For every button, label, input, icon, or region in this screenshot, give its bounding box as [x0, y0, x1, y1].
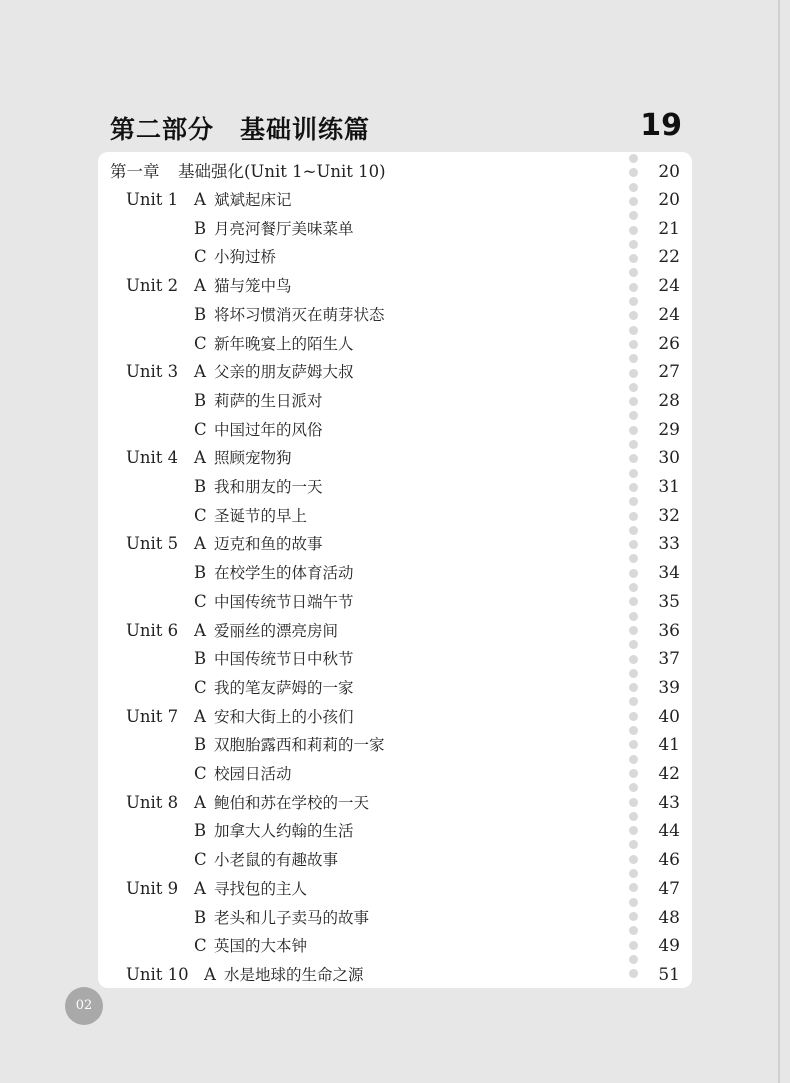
unit-label: Unit 3	[126, 362, 179, 382]
entry-page: 43	[658, 792, 680, 813]
entry-page: 46	[658, 850, 680, 871]
entry-title: 将坏习惯消灭在萌芽状态	[214, 305, 385, 324]
entry-page: 31	[658, 477, 680, 497]
toc-card	[98, 152, 692, 988]
entry-title: 迈克和鱼的故事	[214, 535, 323, 554]
entry-title: 我的笔友萨姆的一家	[214, 678, 354, 697]
unit-label: Unit 9	[126, 878, 179, 898]
section-letter: C	[194, 333, 207, 353]
entry-page: 44	[658, 821, 680, 842]
entry-title: 寻找包的主人	[214, 879, 308, 898]
unit-label: Unit 5	[126, 534, 179, 554]
section-letter: B	[194, 477, 207, 496]
entry-title: 爱丽丝的漂亮房间	[214, 621, 339, 640]
entry-title: 父亲的朋友萨姆大叔	[214, 363, 354, 382]
entry-page: 34	[658, 563, 680, 584]
toc-entry[interactable]	[98, 731, 692, 759]
toc-entry[interactable]	[98, 186, 692, 214]
toc-entry[interactable]	[98, 330, 692, 358]
entry-page: 27	[658, 362, 680, 383]
section-letter: A	[204, 964, 216, 984]
toc-entry[interactable]	[98, 789, 692, 817]
chapter-label: 第一章	[110, 162, 160, 181]
section-letter: A	[194, 792, 206, 812]
part-title: 第二部分 基础训练篇	[110, 115, 371, 144]
toc-entry[interactable]	[98, 243, 692, 271]
toc-entry[interactable]	[98, 904, 692, 932]
entry-title: 斌斌起床记	[214, 191, 292, 209]
part-header	[110, 108, 682, 148]
entry-page: 22	[658, 247, 680, 268]
section-letter: C	[194, 677, 207, 697]
entry-page: 49	[658, 936, 680, 957]
section-letter: B	[194, 821, 207, 841]
toc-entry[interactable]	[98, 588, 692, 616]
unit-label: Unit 8	[126, 792, 179, 812]
section-letter: A	[194, 534, 206, 554]
page-number-badge: 02	[65, 987, 103, 1025]
section-letter: B	[194, 649, 207, 669]
section-letter: A	[194, 620, 206, 640]
entry-title: 英国的大本钟	[214, 937, 308, 956]
entry-page: 35	[658, 591, 680, 612]
entry-page: 32	[658, 505, 680, 526]
section-letter: C	[194, 764, 207, 783]
section-letter: C	[194, 591, 207, 611]
toc-entry[interactable]	[98, 301, 692, 329]
section-letter: B	[194, 563, 207, 583]
section-letter: B	[194, 390, 207, 410]
chapter-page: 20	[658, 162, 680, 182]
entry-title: 水是地球的生命之源	[224, 965, 364, 984]
toc-entry[interactable]	[98, 358, 692, 386]
chapter-row[interactable]	[98, 158, 692, 186]
entry-page: 21	[658, 218, 680, 239]
chapter-title: 基础强化(Unit 1~Unit 10)	[178, 162, 386, 181]
toc-entry[interactable]	[98, 387, 692, 415]
toc-entry[interactable]	[98, 444, 692, 472]
part-page-number: 19	[640, 108, 682, 143]
entry-page: 24	[658, 276, 680, 297]
entry-title: 中国传统节日中秋节	[214, 650, 354, 669]
toc-entry[interactable]	[98, 530, 692, 558]
section-letter: A	[194, 448, 206, 468]
toc-entry[interactable]	[98, 875, 692, 903]
entry-title: 加拿大人约翰的生活	[214, 822, 354, 841]
section-letter: C	[194, 505, 207, 525]
toc-entry[interactable]	[98, 416, 692, 444]
toc-entry[interactable]	[98, 846, 692, 874]
unit-label: Unit 6	[126, 620, 179, 640]
entry-title: 老头和儿子卖马的故事	[214, 908, 370, 927]
entry-page: 42	[658, 764, 680, 784]
unit-label: Unit 10	[126, 964, 189, 984]
entry-page: 28	[658, 390, 680, 411]
toc-entry[interactable]	[98, 674, 692, 702]
section-letter: B	[194, 218, 207, 238]
entry-title: 莉萨的生日派对	[214, 391, 323, 410]
section-letter: A	[194, 706, 206, 726]
entry-title: 双胞胎露西和莉莉的一家	[214, 736, 385, 755]
section-letter: B	[194, 304, 207, 324]
entry-page: 33	[658, 534, 680, 555]
toc-entry[interactable]	[98, 559, 692, 587]
unit-label: Unit 1	[126, 190, 179, 209]
entry-page: 36	[658, 620, 680, 641]
entry-page: 26	[658, 333, 680, 354]
toc-entry[interactable]	[98, 817, 692, 845]
section-letter: A	[194, 362, 206, 382]
toc-entry[interactable]	[98, 645, 692, 673]
toc-entry[interactable]	[98, 215, 692, 243]
toc-entry[interactable]	[98, 473, 692, 501]
entry-title: 安和大街上的小孩们	[214, 707, 354, 726]
entry-title: 照顾宠物狗	[214, 449, 292, 468]
entry-title: 在校学生的体育活动	[214, 564, 354, 583]
entry-page: 30	[658, 448, 680, 469]
toc-entry[interactable]	[98, 617, 692, 645]
toc-entry[interactable]	[98, 760, 692, 788]
toc-entry[interactable]	[98, 703, 692, 731]
entry-title: 月亮河餐厅美味菜单	[214, 219, 354, 238]
section-letter: B	[194, 735, 207, 755]
entry-page: 20	[658, 190, 680, 210]
entry-page: 51	[658, 964, 680, 985]
toc-entry[interactable]	[98, 272, 692, 300]
entry-title: 猫与笼中鸟	[214, 277, 292, 296]
section-letter: B	[194, 907, 207, 927]
entry-page: 47	[658, 878, 680, 899]
entry-page: 29	[658, 419, 680, 440]
section-letter: A	[194, 878, 206, 898]
entry-page: 41	[658, 735, 680, 756]
entry-title: 中国传统节日端午节	[214, 592, 354, 611]
section-letter: C	[194, 419, 207, 439]
toc-entry[interactable]	[98, 502, 692, 530]
entry-page: 39	[658, 677, 680, 698]
entry-title: 我和朋友的一天	[214, 478, 323, 496]
section-letter: C	[194, 936, 207, 956]
entry-title: 鲍伯和苏在学校的一天	[214, 793, 370, 812]
entry-page: 37	[658, 649, 680, 670]
entry-title: 小狗过桥	[214, 248, 277, 267]
entry-title: 中国过年的风俗	[214, 420, 323, 439]
unit-label: Unit 4	[126, 448, 179, 468]
section-letter: A	[194, 276, 206, 296]
entry-page: 40	[658, 706, 680, 727]
page-edge-rule	[778, 0, 780, 1083]
section-letter: C	[194, 850, 207, 870]
entry-title: 校园日活动	[214, 765, 292, 783]
unit-label: Unit 7	[126, 706, 179, 726]
entry-title: 新年晚宴上的陌生人	[214, 334, 354, 353]
section-letter: C	[194, 247, 207, 267]
toc-entry[interactable]	[98, 932, 692, 960]
toc-entry[interactable]	[98, 961, 692, 989]
unit-label: Unit 2	[126, 276, 179, 296]
entry-page: 24	[658, 304, 680, 325]
entry-title: 圣诞节的早上	[214, 506, 308, 525]
section-letter: A	[194, 190, 206, 209]
entry-page: 48	[658, 907, 680, 928]
entry-title: 小老鼠的有趣故事	[214, 851, 339, 870]
